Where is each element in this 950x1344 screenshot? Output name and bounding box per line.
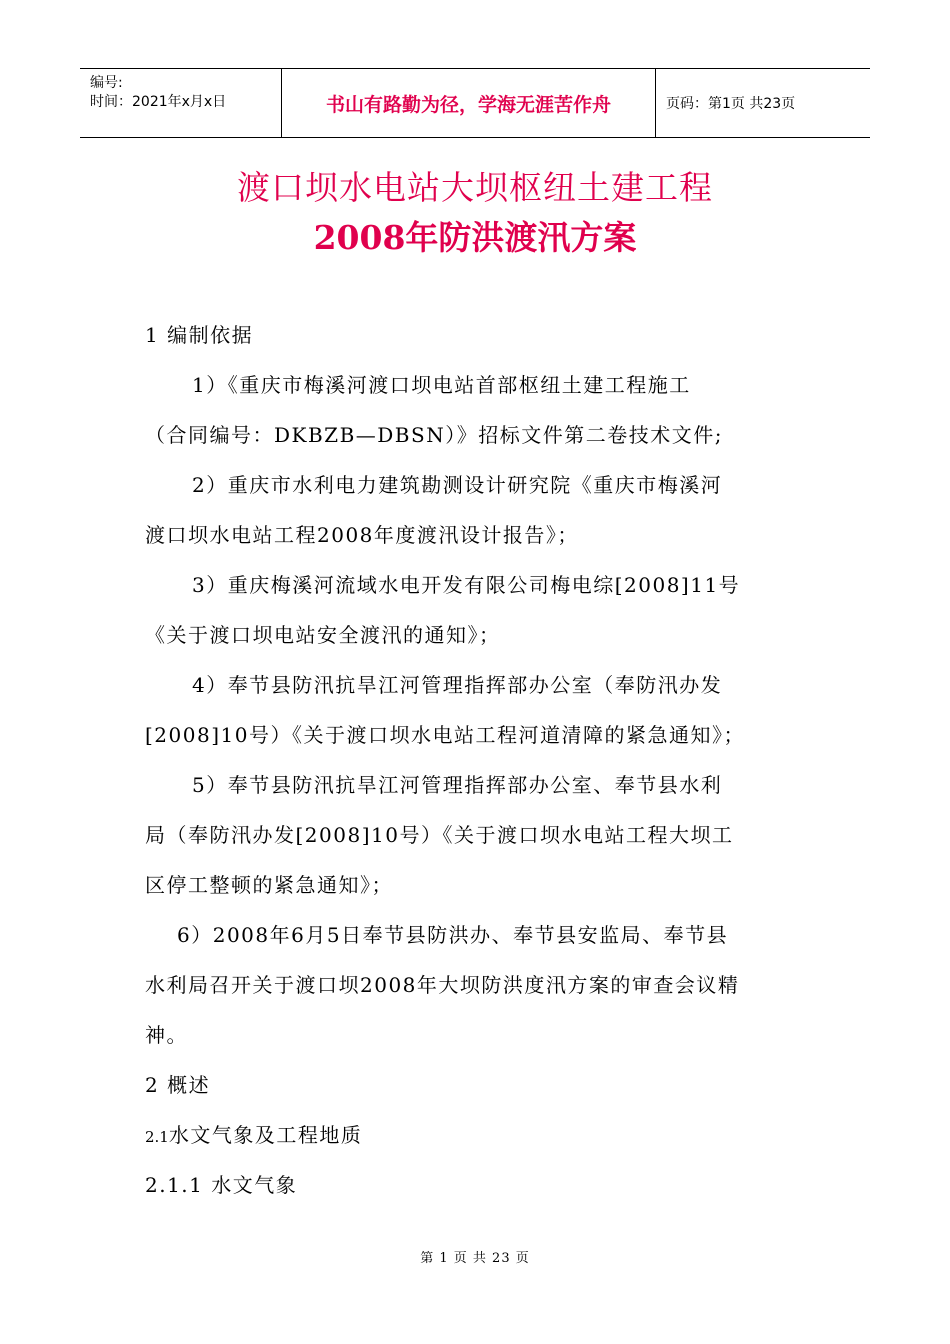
- number-label: 编号:: [90, 75, 123, 91]
- page-header: [80, 68, 870, 138]
- list-item-line: 《关于渡口坝电站安全渡汛的通知》；: [145, 623, 501, 647]
- list-item-line: 局（奉防汛办发[2008]10号）《关于渡口坝水电站工程大坝工: [145, 823, 734, 847]
- subsection-number: 2.1: [145, 1128, 169, 1146]
- header-page-info: 页码：第1页 共23页: [666, 96, 796, 112]
- list-item-line: 6）2008年6月5日奉节县防洪办、奉节县安监局、奉节县: [177, 923, 729, 947]
- list-item-line: 神。: [145, 1023, 188, 1047]
- list-item-line: 2）重庆市水利电力建筑勘测设计研究院《重庆市梅溪河: [192, 473, 723, 497]
- section-heading: 1 编制依据: [145, 323, 254, 347]
- list-item-line: 渡口坝水电站工程2008年度渡汛设计报告》；: [145, 523, 579, 547]
- list-item-line: 4）奉节县防汛抗旱江河管理指挥部办公室（奉防汛办发: [192, 673, 723, 697]
- list-item-line: 3）重庆梅溪河流域水电开发有限公司梅电综[2008]11号: [192, 573, 741, 597]
- list-item-line: （合同编号：DKBZB—DBSN）》招标文件第二卷技术文件;: [145, 423, 723, 447]
- document-body: [145, 310, 805, 1210]
- subsection-heading: 2.1.1 水文气象: [145, 1173, 298, 1197]
- document-title-line2: 2008年防洪渡汛方案: [313, 218, 637, 257]
- list-item-line: 水利局召开关于渡口坝2008年大坝防洪度汛方案的审查会议精: [145, 973, 740, 997]
- time-label: 时间：2021年x月x日: [90, 94, 227, 110]
- list-item-line: 1）《重庆市梅溪河渡口坝电站首部枢纽土建工程施工: [192, 373, 691, 397]
- header-left-cell: [80, 69, 282, 137]
- subsection-title: 水文气象及工程地质: [168, 1123, 363, 1147]
- list-item-line: 5）奉节县防汛抗旱江河管理指挥部办公室、奉节县水利: [192, 773, 723, 797]
- subsection-heading: [145, 1110, 805, 1160]
- header-motto: 书山有路勤为径，学海无涯苦作舟: [282, 69, 656, 137]
- list-item-line: [2008]10号）《关于渡口坝水电站工程河道清障的紧急通知》；: [145, 723, 745, 747]
- section-heading: 2 概述: [145, 1073, 211, 1097]
- list-item-line: 区停工整顿的紧急通知》；: [145, 873, 393, 897]
- page-footer: 第 1 页 共 23 页: [420, 1251, 530, 1266]
- document-title-line1: 渡口坝水电站大坝枢纽土建工程: [237, 168, 713, 207]
